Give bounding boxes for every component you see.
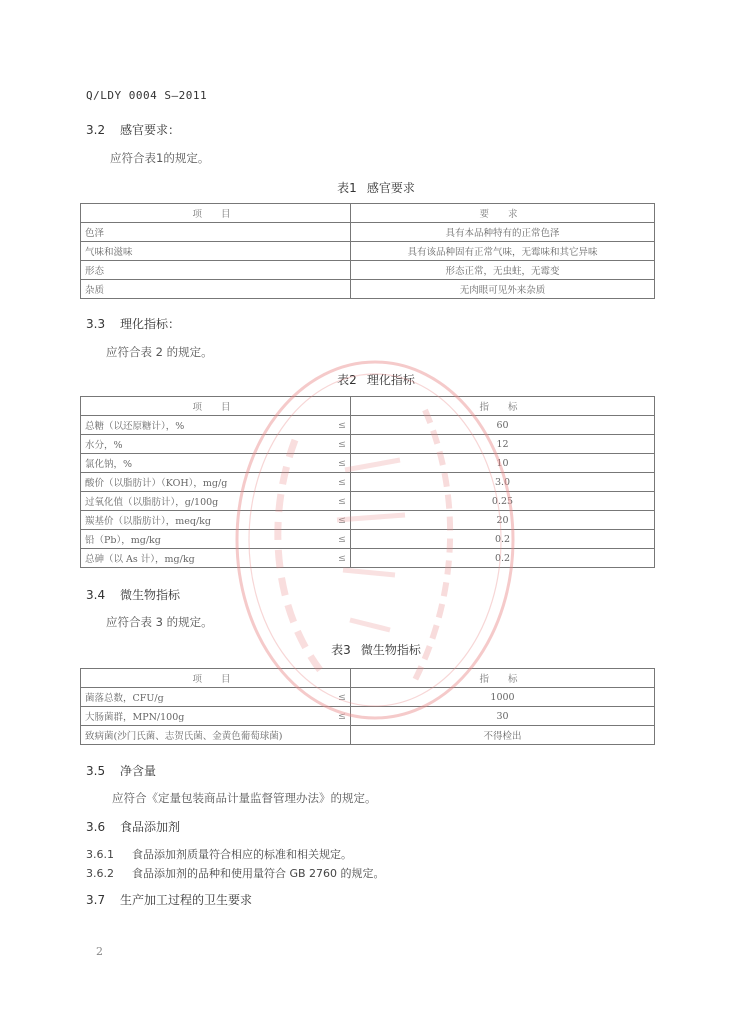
section-number: 3.3 <box>86 317 106 331</box>
section-3-3-text: 应符合表 2 的规定。 <box>106 345 213 359</box>
table-row <box>81 261 655 280</box>
requirement-cell: 无肉眼可见外来杂质 <box>351 280 655 299</box>
table-row <box>81 435 655 454</box>
clause-text: 食品添加剂的品种和使用量符合 GB 2760 的规定。 <box>132 867 385 880</box>
section-number: 3.5 <box>86 764 106 778</box>
table-row <box>81 242 655 261</box>
operator-cell: ≤ <box>271 511 351 530</box>
caption-title: 微生物指标 <box>360 643 421 657</box>
item-cell: 氯化钠，% <box>81 454 271 473</box>
table3-microbial <box>80 668 655 745</box>
section-3-4-heading <box>86 586 180 603</box>
table-row <box>81 530 655 549</box>
requirement-cell: 具有该品种固有正常气味，无霉味和其它异味 <box>351 242 655 261</box>
table-row <box>81 726 655 745</box>
table-row <box>81 280 655 299</box>
table-header-row <box>81 204 655 223</box>
section-title: 食品添加剂 <box>120 820 181 834</box>
value-cell: 12 <box>351 435 655 454</box>
operator-cell: ≤ <box>271 530 351 549</box>
clause-number: 3.6.2 <box>86 867 114 880</box>
table-row <box>81 473 655 492</box>
item-cell: 气味和滋味 <box>81 242 351 261</box>
item-cell: 羰基价（以脂肪计），meq/kg <box>81 511 271 530</box>
value-cell: 60 <box>351 416 655 435</box>
item-cell: 水分，% <box>81 435 271 454</box>
section-number: 3.2 <box>86 123 106 137</box>
section-number: 3.6 <box>86 820 106 834</box>
table-row <box>81 707 655 726</box>
value-cell: 0.2 <box>351 530 655 549</box>
clause-number: 3.6.1 <box>86 848 114 861</box>
value-cell: 20 <box>351 511 655 530</box>
operator-cell: ≤ <box>271 435 351 454</box>
table-row <box>81 688 655 707</box>
caption-number: 表3 <box>331 643 351 657</box>
section-title: 感官要求： <box>120 123 181 137</box>
caption-number: 表2 <box>337 373 357 387</box>
table2-caption <box>0 371 752 388</box>
item-cell: 铅（Pb），mg/kg <box>81 530 271 549</box>
table-row <box>81 549 655 568</box>
caption-title: 感官要求 <box>366 181 415 195</box>
item-cell: 菌落总数，CFU/g <box>81 688 271 707</box>
item-cell: 形态 <box>81 261 351 280</box>
value-cell: 30 <box>351 707 655 726</box>
value-cell: 0.2 <box>351 549 655 568</box>
table3-caption <box>0 641 752 658</box>
operator-cell: ≤ <box>271 707 351 726</box>
clause-3-6-2 <box>86 865 385 881</box>
table-header-cell: 项 目 <box>81 397 351 416</box>
table-row <box>81 223 655 242</box>
standard-code: Q/LDY 0004 S—2011 <box>86 89 208 102</box>
section-3-2-heading <box>86 121 180 138</box>
section-3-2-text: 应符合表1的规定。 <box>110 151 210 165</box>
section-3-5-text: 应符合《定量包装商品计量监督管理办法》的规定。 <box>112 791 377 805</box>
item-cell: 总糖（以还原糖计），% <box>81 416 271 435</box>
value-cell: 1000 <box>351 688 655 707</box>
table1-sensory <box>80 203 655 299</box>
section-3-7-heading <box>86 891 252 908</box>
operator-cell: ≤ <box>271 549 351 568</box>
item-cell: 杂质 <box>81 280 351 299</box>
section-3-6-heading <box>86 818 180 835</box>
table2-physicochemical <box>80 396 655 568</box>
clause-text: 食品添加剂质量符合相应的标准和相关规定。 <box>132 848 352 861</box>
operator-cell: ≤ <box>271 454 351 473</box>
table-header-row <box>81 669 655 688</box>
page-number: 2 <box>96 945 103 958</box>
section-3-3-heading <box>86 315 180 332</box>
table-header-cell: 项 目 <box>81 669 351 688</box>
clause-3-6-1 <box>86 846 352 862</box>
table-header-cell: 指 标 <box>351 397 655 416</box>
section-title: 生产加工过程的卫生要求 <box>120 893 253 907</box>
item-cell: 酸价（以脂肪计）（KOH），mg/g <box>81 473 271 492</box>
value-cell: 不得检出 <box>351 726 655 745</box>
section-title: 净含量 <box>120 764 157 778</box>
table-header-cell: 项 目 <box>81 204 351 223</box>
item-cell: 大肠菌群，MPN/100g <box>81 707 271 726</box>
section-number: 3.4 <box>86 588 106 602</box>
section-number: 3.7 <box>86 893 106 907</box>
section-3-4-text: 应符合表 3 的规定。 <box>106 615 213 629</box>
section-title: 微生物指标 <box>120 588 181 602</box>
operator-cell: ≤ <box>271 688 351 707</box>
caption-number: 表1 <box>337 181 357 195</box>
table1-caption <box>0 179 752 196</box>
requirement-cell: 形态正常，无虫蛀，无霉变 <box>351 261 655 280</box>
table-header-cell: 指 标 <box>351 669 655 688</box>
operator-cell: ≤ <box>271 473 351 492</box>
table-header-row <box>81 397 655 416</box>
table-row <box>81 416 655 435</box>
value-cell: 0.25 <box>351 492 655 511</box>
value-cell: 10 <box>351 454 655 473</box>
item-cell: 总砷（以 As 计），mg/kg <box>81 549 271 568</box>
requirement-cell: 具有本品种特有的正常色泽 <box>351 223 655 242</box>
value-cell: 3.0 <box>351 473 655 492</box>
item-cell: 致病菌(沙门氏菌、志贺氏菌、金黄色葡萄球菌) <box>81 726 351 745</box>
table-row <box>81 454 655 473</box>
table-header-cell: 要 求 <box>351 204 655 223</box>
item-cell: 色泽 <box>81 223 351 242</box>
section-title: 理化指标： <box>120 317 181 331</box>
operator-cell: ≤ <box>271 416 351 435</box>
item-cell: 过氧化值（以脂肪计），g/100g <box>81 492 271 511</box>
table-row <box>81 511 655 530</box>
table-row <box>81 492 655 511</box>
operator-cell: ≤ <box>271 492 351 511</box>
caption-title: 理化指标 <box>366 373 415 387</box>
section-3-5-heading <box>86 762 156 779</box>
